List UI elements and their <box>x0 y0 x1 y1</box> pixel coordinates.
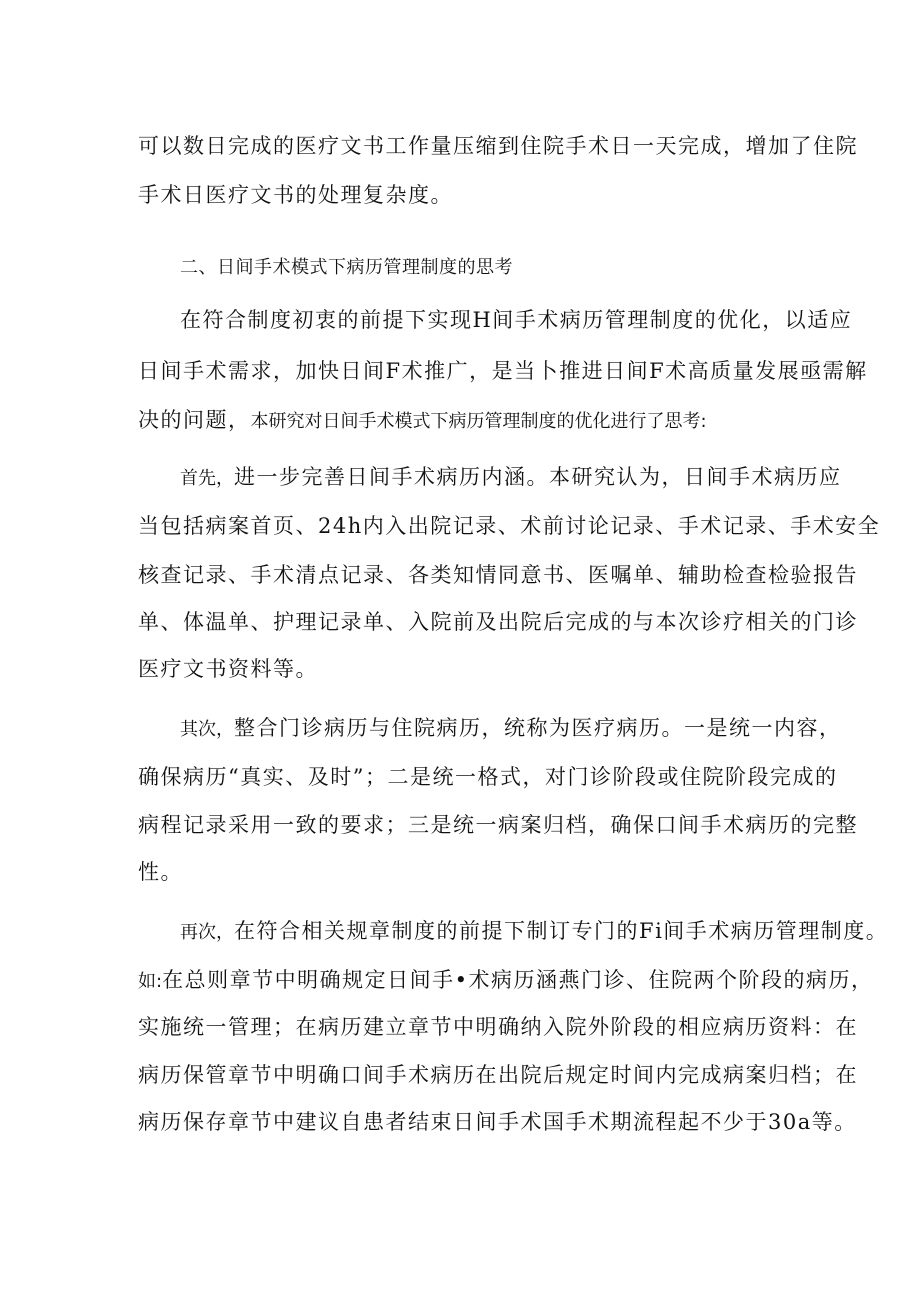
paragraph-line-segment: 本研究对日间手术模式下病历管理制度的优化进行了思考: <box>250 411 707 432</box>
paragraph-line: 确保病历“真实、及时”；二是统一格式，对门诊阶段或住院阶段完成的 <box>138 765 838 789</box>
paragraph-line <box>180 714 842 744</box>
paragraph-line-segment: 在符合相关规章制度的前提下制订专门的Fi间手术病历管理制度。 <box>234 919 889 943</box>
paragraph-line: 当包括病案首页、24h内入出院记录、术前讨论记录、手术记录、手术安全 <box>138 514 881 538</box>
paragraph-line: 病历保管章节中明确口间手术病历在出院后规定时间内完成病案归档；在 <box>138 1063 858 1087</box>
paragraph-lead: 如: <box>138 971 163 992</box>
paragraph-line-segment: 进一步完善日间手术病历内涵。本研究认为，日间手术病历应 <box>234 465 842 489</box>
paragraph-line: 病程记录采用一致的要求；三是统一病案归档，确保口间手术病历的完整 <box>138 813 858 837</box>
section-heading: 二、日间手术模式下病历管理制度的思考 <box>180 257 513 278</box>
paragraph-line: 医疗文书资料等。 <box>138 657 318 681</box>
paragraph-line: 性。 <box>138 860 183 884</box>
paragraph-line: 病历保存章节中建议自患者结束日间手术国手术期流程起不少于30a等。 <box>138 1110 857 1134</box>
paragraph-line-segment: 整合门诊病历与住院病历，统称为医疗病历。一是统一内容， <box>234 716 842 740</box>
paragraph-line: 可以数日完成的医疗文书工作量压缩到住院手术日一天完成，增加了住院 <box>138 134 858 158</box>
paragraph-line: 手术日医疗文书的处理复杂度。 <box>138 183 453 207</box>
paragraph-lead: 再次， <box>180 922 234 943</box>
paragraph-lead: 首先， <box>180 468 234 489</box>
paragraph-line: 核查记录、手术清点记录、各类知情同意书、医嘱单、辅助检查检验报告 <box>138 563 858 587</box>
paragraph-line <box>180 463 842 493</box>
paragraph-line: 实施统一管理；在病历建立章节中明确纳入院外阶段的相应病历资料：在 <box>138 1015 858 1039</box>
paragraph-lead: 其次， <box>180 719 234 740</box>
paragraph-line: 日间手术需求，加快日间F术推广，是当卜推进日间F术高质量发展亟需解 <box>138 359 868 383</box>
paragraph-line <box>180 917 889 947</box>
paragraph-line-segment: 决的问题， <box>138 408 251 432</box>
paragraph-line-segment: 在总则章节中明确规定日间手•术病历涵燕门诊、住院两个阶段的病历， <box>162 968 874 992</box>
paragraph-line <box>138 966 874 996</box>
paragraph-line <box>138 406 788 436</box>
paragraph-line: 在符合制度初衷的前提下实现H间手术病历管理制度的优化，以适应 <box>180 308 853 332</box>
paragraph-line: 单、体温单、护理记录单、入院前及出院后完成的与本次诊疗相关的门诊 <box>138 610 858 634</box>
